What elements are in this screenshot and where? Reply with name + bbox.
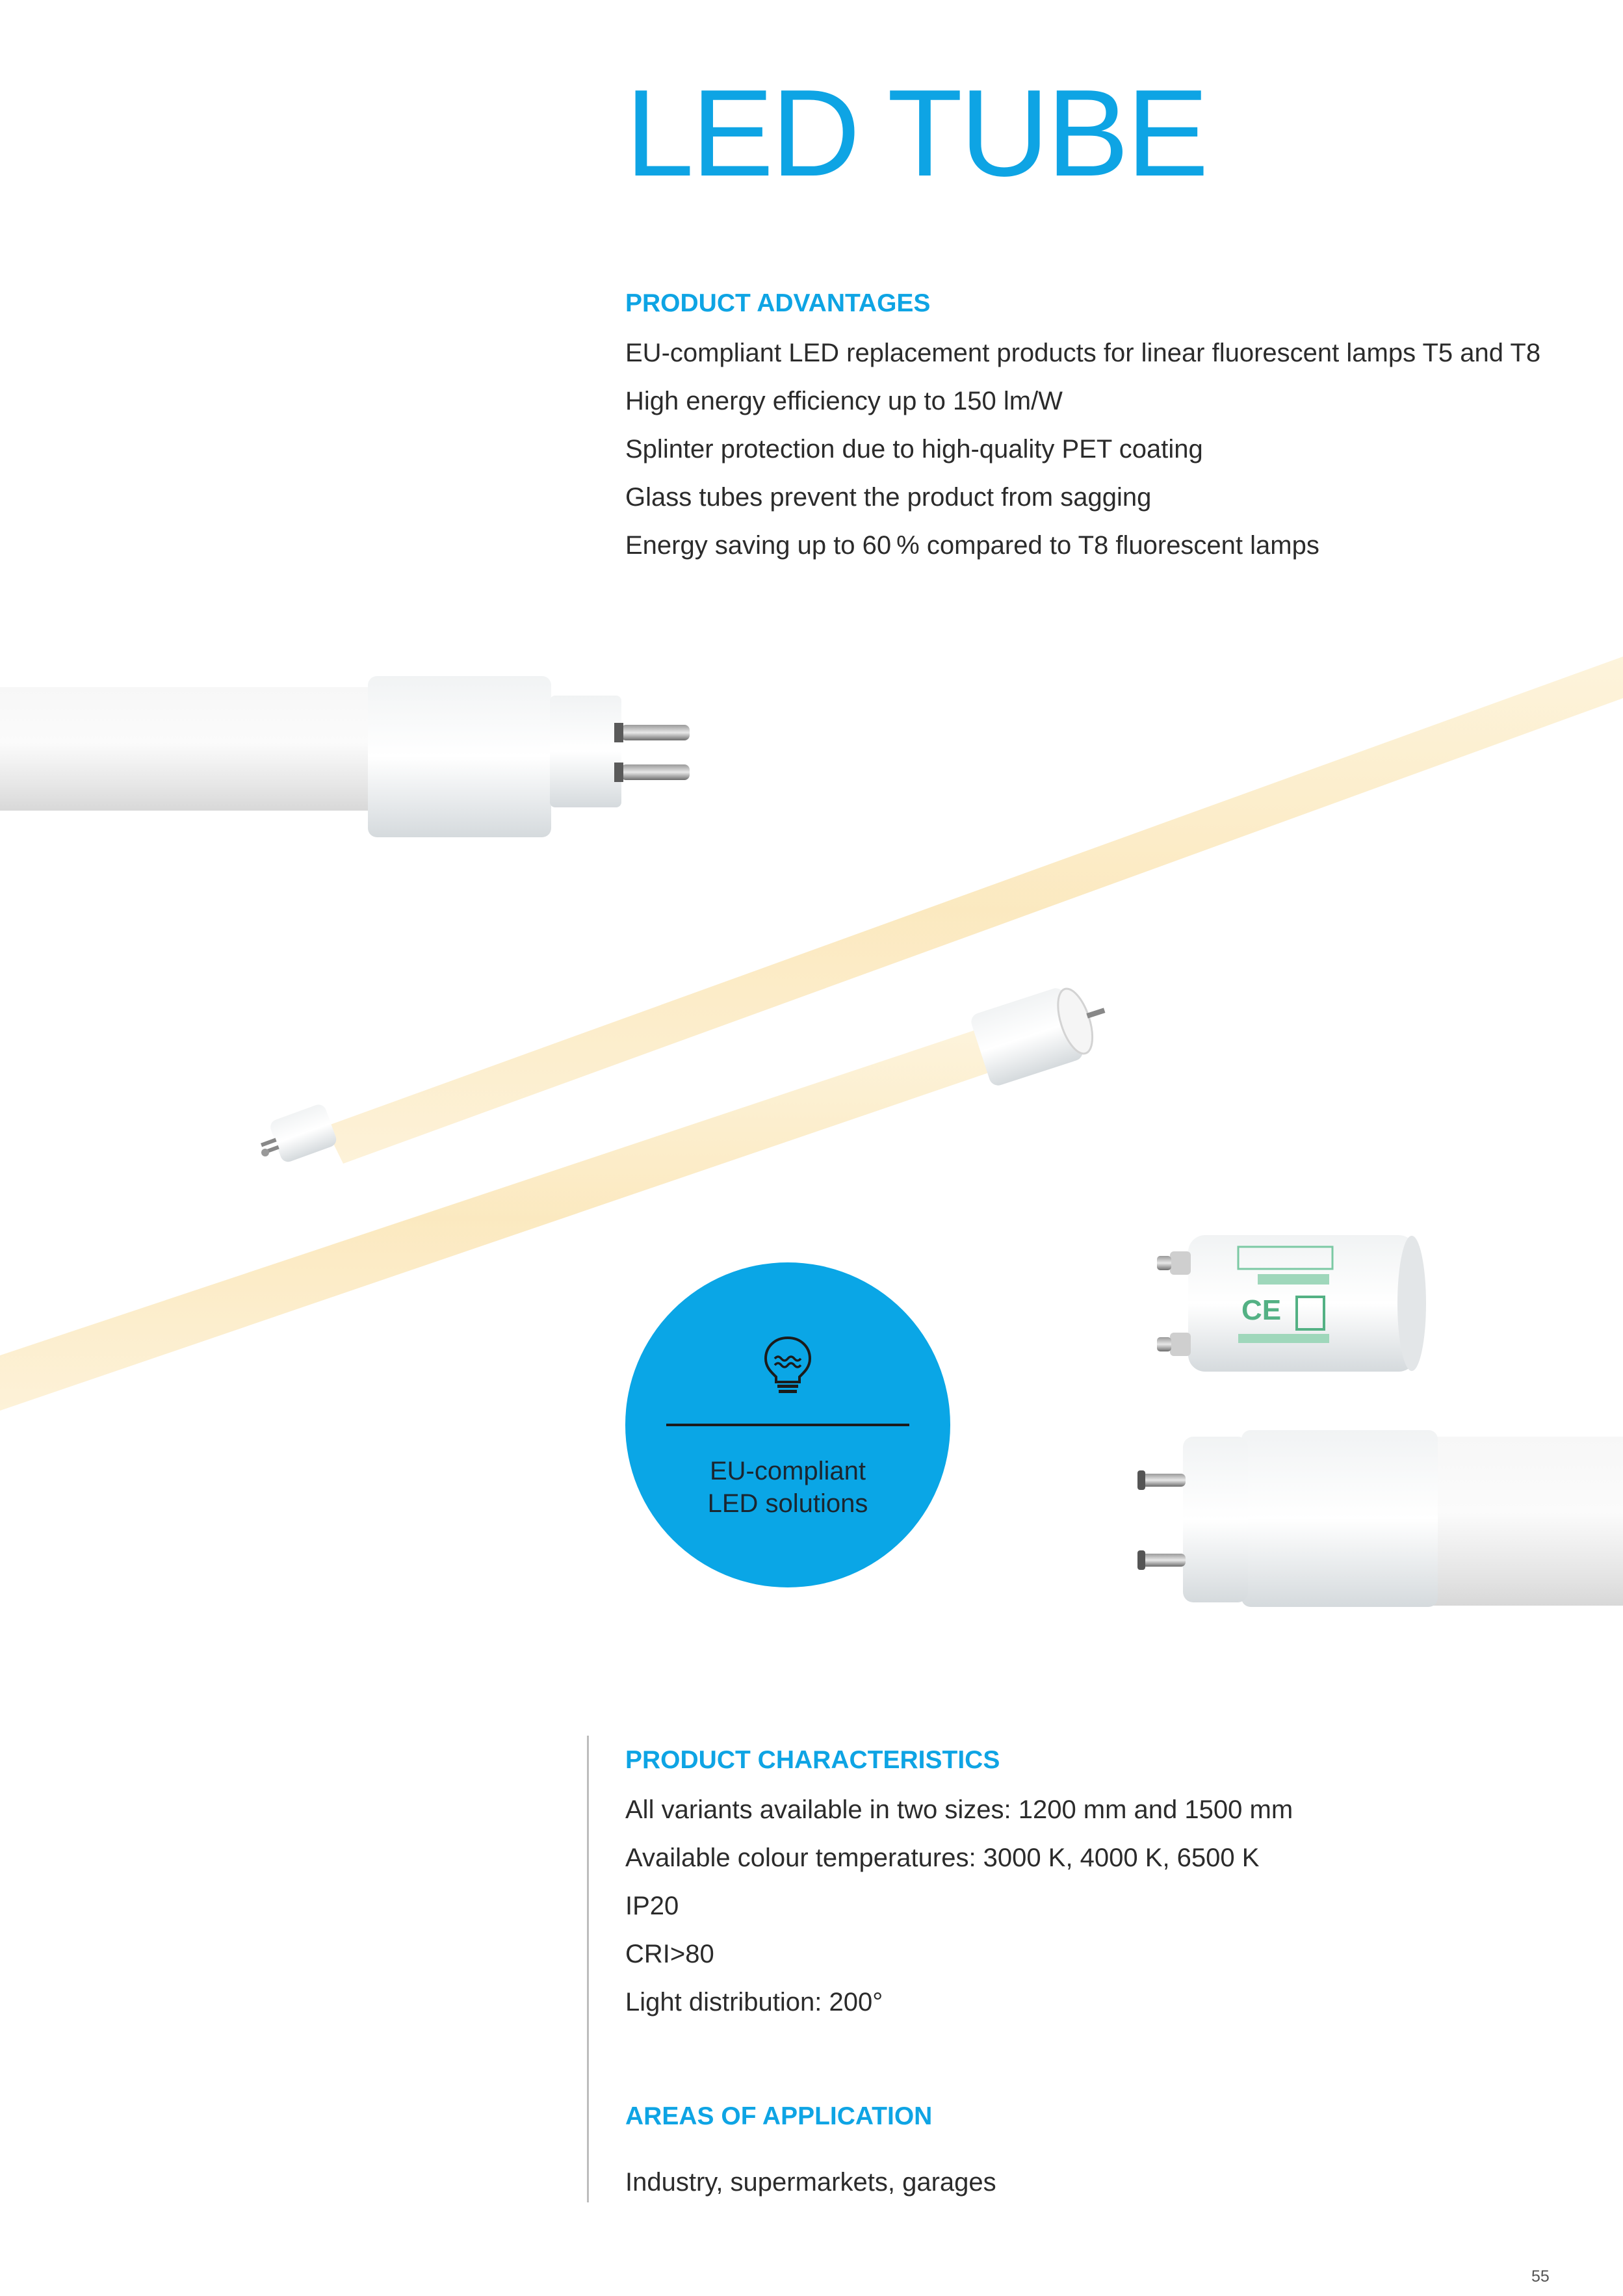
list-item: All variants available in two sizes: 1200 mm and 1500 mm (625, 1795, 1293, 1824)
lightbulb-icon (762, 1334, 814, 1396)
t8-tube-closeup (1137, 1430, 1623, 1607)
list-item: Energy saving up to 60 % compared to T8 fluorescent lamps (625, 531, 1319, 560)
list-item: High energy efficiency up to 150 lm/W (625, 387, 1063, 415)
list-item: CRI>80 (625, 1940, 714, 1968)
characteristics-list (625, 1786, 1293, 2026)
list-item: Glass tubes prevent the product from sagging (625, 483, 1152, 512)
characteristics-heading: PRODUCT CHARACTERISTICS (625, 1746, 1000, 1774)
list-item: Splinter protection due to high-quality PET coating (625, 435, 1203, 463)
glowing-tube-lower (0, 976, 1117, 1411)
badge-line-1: EU-compliant (709, 1457, 866, 1485)
list-item: Industry, supermarkets, garages (625, 2168, 996, 2197)
badge-divider (666, 1424, 909, 1426)
eu-compliant-badge (625, 1262, 950, 1587)
advantages-heading: PRODUCT ADVANTAGES (625, 289, 931, 317)
list-item: Light distribution: 200° (625, 1988, 883, 2016)
badge-text (625, 1455, 950, 1520)
starter-component (1157, 1235, 1426, 1372)
application-list (625, 2158, 996, 2206)
badge-line-2: LED solutions (707, 1489, 868, 1518)
application-heading: AREAS OF APPLICATION (625, 2102, 933, 2130)
list-item: IP20 (625, 1892, 679, 1920)
t5-tube-closeup (0, 676, 690, 837)
page-title: LED TUBE (625, 64, 1206, 202)
section-divider (587, 1736, 589, 2202)
list-item: EU-compliant LED replacement products for linear fluorescent lamps T5 and T8 (625, 339, 1541, 367)
list-item: Available colour temperatures: 3000 K, 4000 K, 6500 K (625, 1844, 1260, 1872)
page-number: 55 (1531, 2267, 1550, 2286)
svg-text:CE: CE (1241, 1294, 1282, 1326)
